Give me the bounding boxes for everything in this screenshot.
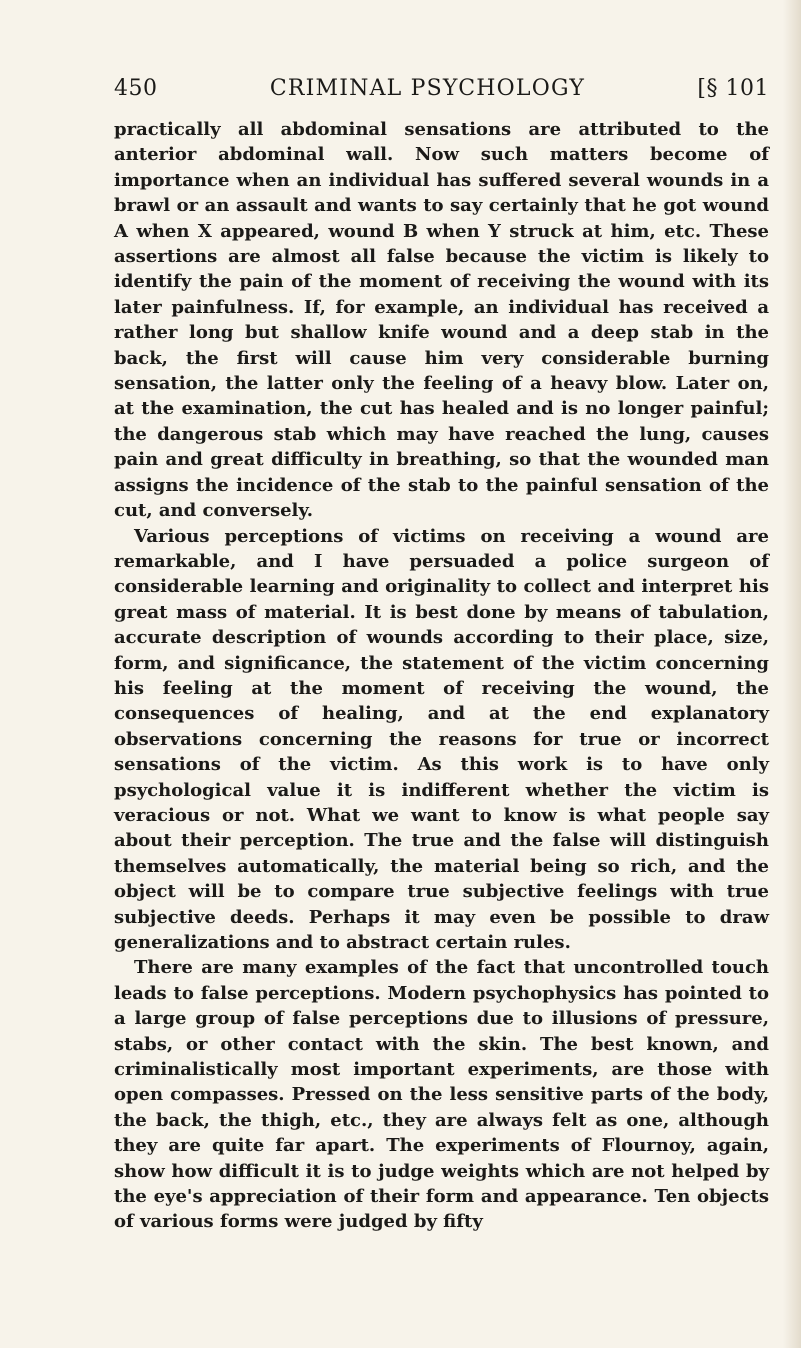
paragraph-2: Various perceptions of victims on receiving a wound are remarkable, and I have persuaded a police surgeon of considerable learning and originality to collect and interpret his great mass of material. It is best done by means of tabulation, accurate description of wounds according to their place, size, form, and significance, the statement of the victim concerning his feeling at the moment of receiving the wound, the consequences of healing, and at the end explanatory observations concerning the reasons for true or incorrect sensations of the victim. As this work is to have only psychological value it is indifferent whether the victim is veracious or not. What we want to know is what people say about their perception. The true and the false will distinguish themselves automatically, the material being so rich, and the object will be to compare true subjective feelings with true subjective deeds. Perhaps it may even be possible to draw generalizations and to abstract certain rules. [114, 525, 769, 953]
running-header [114, 76, 769, 101]
running-title: CRIMINAL PSYCHOLOGY [269, 76, 586, 101]
paragraph-3: There are many examples of the fact that uncontrolled touch leads to false perceptions. Modern psychophysics has pointed to a large group of false perceptions due to illusions of pressure, stabs, or other contact with the skin. The best known, and criminalistically most important experiments, are those with open compasses. Pressed on the less sensitive parts of the body, the back, the thigh, etc., they are always felt as one, although they are quite far apart. The experiments of Flournoy, again, show how difficult it is to judge weights which are not helped by the eye's appreciation of their form and appearance. Ten objects of various forms were judged by fifty [114, 957, 769, 1233]
page-edge-shadow [783, 0, 801, 1348]
body-text [114, 117, 769, 1235]
paragraph-1: practically all abdominal sensations are attributed to the anterior abdominal wall. Now such matters become of importance when an individual has suffered several wounds in a brawl or an assault and wants to say certainly that he got wound A when X appeared, wound B when Y struck at him, etc. These assertions are almost all false because the victim is likely to identify the pain of the moment of receiving the wound with its later painfulness. If, for example, an individual has received a rather long but shallow knife wound and a deep stab in the back, the first will cause him very considerable burning sensation, the latter only the feeling of a heavy blow. Later on, at the examination, the cut has healed and is no longer painful; the dangerous stab which may have reached the lung, causes pain and great difficulty in breathing, so that the wounded man assigns the incidence of the stab to the painful sensation of the cut, and conversely. [114, 119, 769, 522]
section-marker: [§ 101 [697, 76, 769, 101]
page-number: 450 [114, 76, 158, 101]
